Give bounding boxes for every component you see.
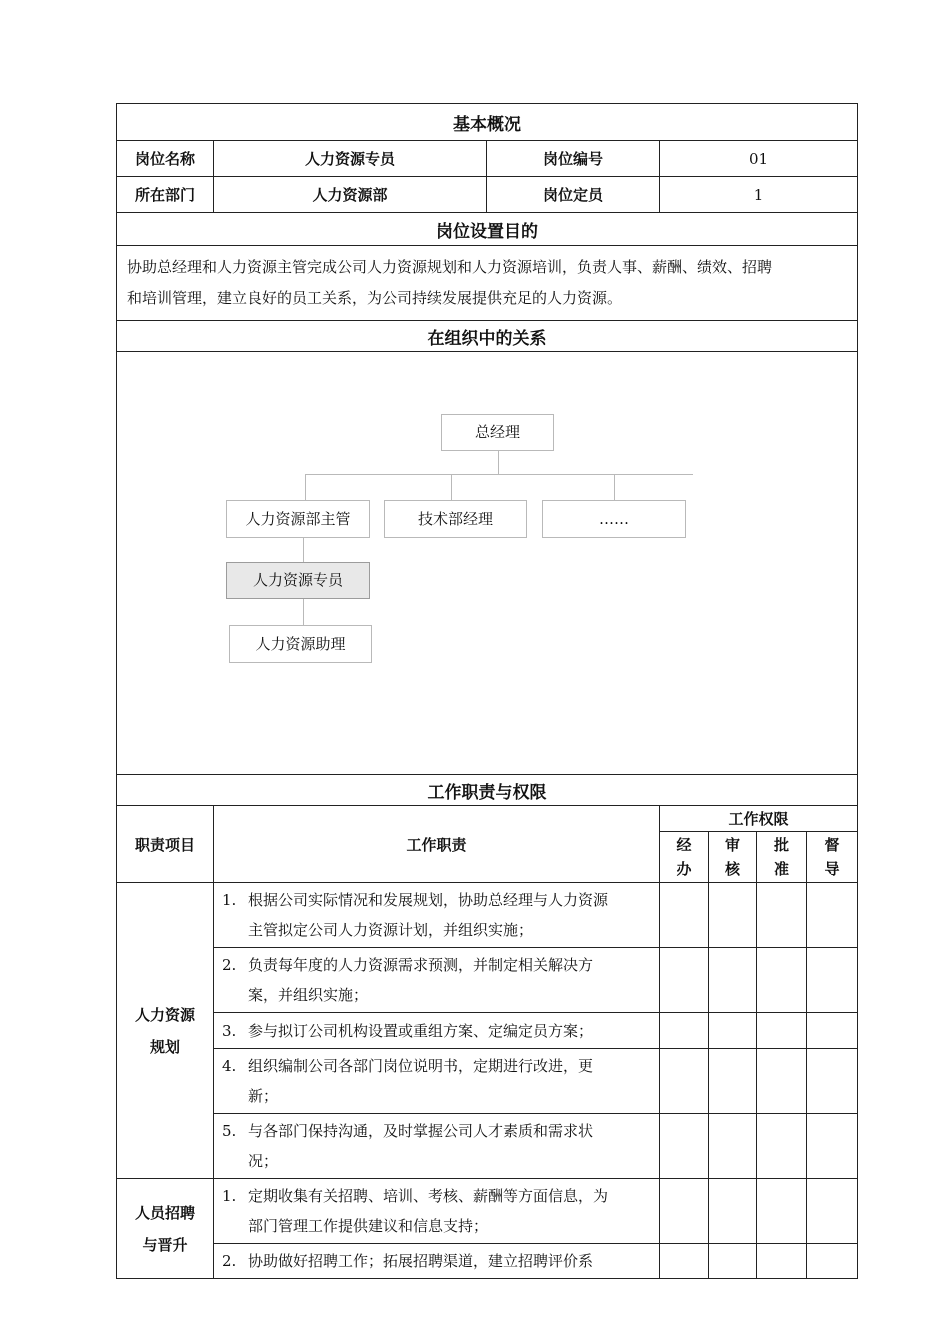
col-category-header: 职责项目 — [117, 806, 214, 883]
position-code-label: 岗位编号 — [487, 141, 660, 177]
org-node-others: …… — [542, 500, 686, 538]
position-code-value: 01 — [660, 141, 858, 177]
duty-category: 人力资源 规划 — [117, 883, 214, 1179]
authority-cell — [807, 1013, 858, 1049]
org-connector — [451, 474, 452, 500]
purpose-title: 岗位设置目的 — [117, 213, 858, 246]
job-description-document — [116, 103, 857, 1279]
org-title: 在组织中的关系 — [117, 321, 858, 352]
org-connector — [614, 474, 615, 500]
org-connector — [498, 451, 499, 475]
authority-cell — [660, 948, 709, 1013]
authority-cell — [807, 1244, 858, 1279]
authority-cell — [807, 1114, 858, 1179]
duty-item: 3. 参与拟订公司机构设置或重组方案、定编定员方案； — [214, 1013, 660, 1049]
duty-item: 4. 组织编制公司各部门岗位说明书，定期进行改进，更 新； — [214, 1049, 660, 1114]
authority-cell — [757, 948, 807, 1013]
duties-title: 工作职责与权限 — [117, 775, 858, 806]
org-node-hr-assistant: 人力资源助理 — [229, 625, 372, 663]
duty-item: 5. 与各部门保持沟通，及时掌握公司人才素质和需求状 况； — [214, 1114, 660, 1179]
authority-handle-header: 经 办 — [660, 832, 709, 883]
authority-cell — [757, 1114, 807, 1179]
org-connector — [303, 538, 304, 562]
authority-cell — [660, 1244, 709, 1279]
job-description-table — [116, 103, 858, 1279]
authority-cell — [709, 1114, 757, 1179]
department-value: 人力资源部 — [214, 177, 487, 213]
purpose-line-1: 协助总经理和人力资源主管完成公司人力资源规划和人力资源培训，负责人事、薪酬、绩效、招聘 — [127, 258, 773, 276]
position-name-label: 岗位名称 — [117, 141, 214, 177]
col-duty-header: 工作职责 — [214, 806, 660, 883]
headcount-label: 岗位定员 — [487, 177, 660, 213]
authority-cell — [807, 1049, 858, 1114]
authority-approve-header: 批 准 — [757, 832, 807, 883]
col-authority-header: 工作权限 — [660, 806, 858, 832]
authority-cell — [660, 1179, 709, 1244]
authority-cell — [757, 1179, 807, 1244]
authority-cell — [757, 1013, 807, 1049]
org-chart-cell — [117, 352, 858, 775]
duty-category: 人员招聘 与晋升 — [117, 1179, 214, 1279]
org-node-hr-supervisor: 人力资源部主管 — [226, 500, 370, 538]
authority-cell — [709, 1049, 757, 1114]
authority-cell — [660, 883, 709, 948]
authority-cell — [709, 883, 757, 948]
authority-cell — [757, 1049, 807, 1114]
authority-cell — [660, 1049, 709, 1114]
duty-item: 1. 定期收集有关招聘、培训、考核、薪酬等方面信息，为 部门管理工作提供建议和信息支持； — [214, 1179, 660, 1244]
purpose-line-2: 和培训管理，建立良好的员工关系，为公司持续发展提供充足的人力资源。 — [127, 289, 623, 307]
authority-review-header: 审 核 — [709, 832, 757, 883]
position-name-value: 人力资源专员 — [214, 141, 487, 177]
authority-cell — [709, 1244, 757, 1279]
duty-item: 1. 根据公司实际情况和发展规划，协助总经理与人力资源 主管拟定公司人力资源计划，并组织实施； — [214, 883, 660, 948]
authority-cell — [660, 1114, 709, 1179]
authority-cell — [757, 883, 807, 948]
duty-item: 2. 协助做好招聘工作；拓展招聘渠道，建立招聘评价系 — [214, 1244, 660, 1279]
purpose-text — [117, 246, 858, 321]
org-connector — [305, 474, 306, 500]
authority-cell — [709, 1013, 757, 1049]
org-node-tech-manager: 技术部经理 — [384, 500, 527, 538]
authority-cell — [660, 1013, 709, 1049]
authority-cell — [807, 948, 858, 1013]
org-node-hr-specialist: 人力资源专员 — [226, 562, 370, 599]
org-connector — [305, 474, 693, 475]
authority-supervise-header: 督 导 — [807, 832, 858, 883]
authority-cell — [709, 1179, 757, 1244]
authority-cell — [709, 948, 757, 1013]
org-node-general-manager: 总经理 — [441, 414, 554, 451]
headcount-value: 1 — [660, 177, 858, 213]
duty-item: 2. 负责每年度的人力资源需求预测，并制定相关解决方 案，并组织实施； — [214, 948, 660, 1013]
authority-cell — [807, 1179, 858, 1244]
department-label: 所在部门 — [117, 177, 214, 213]
overview-title: 基本概况 — [117, 104, 858, 141]
authority-cell — [807, 883, 858, 948]
authority-cell — [757, 1244, 807, 1279]
org-chart — [117, 352, 857, 774]
org-connector — [303, 599, 304, 625]
